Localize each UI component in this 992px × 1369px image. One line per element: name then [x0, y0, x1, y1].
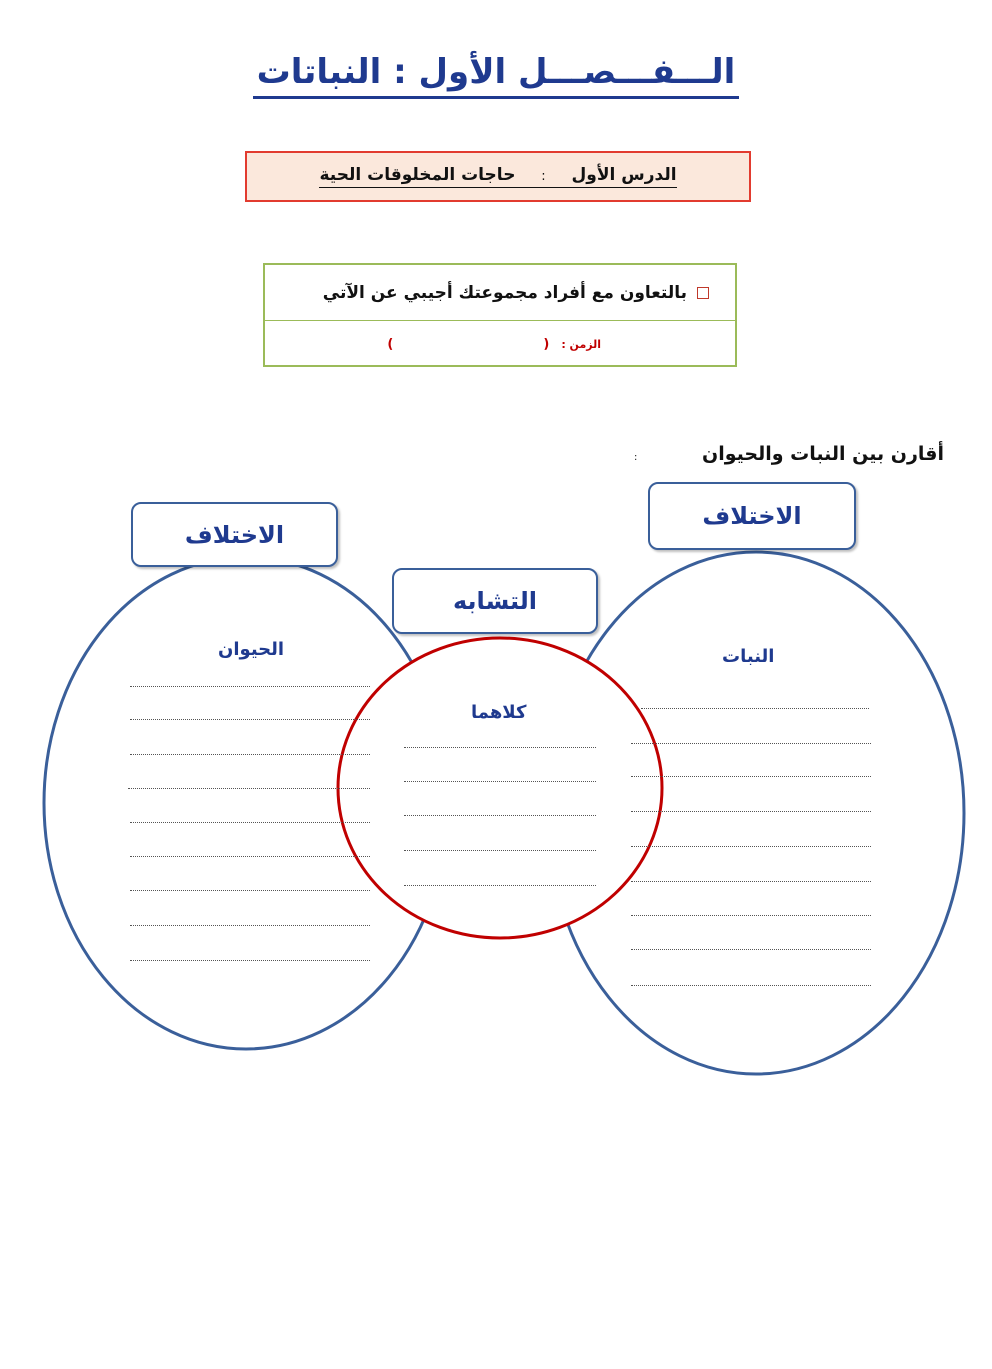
- plant-answer-line[interactable]: [631, 846, 871, 847]
- plant-answer-line[interactable]: [631, 985, 871, 986]
- animal-answer-line[interactable]: [130, 719, 370, 720]
- comparison-prompt: أقارن بين النبات والحيوان: [701, 443, 944, 465]
- comparison-colon: :: [634, 452, 638, 463]
- plant-answer-line[interactable]: [631, 811, 871, 812]
- both-answer-line[interactable]: [404, 815, 596, 816]
- lesson-separator: :: [541, 169, 546, 184]
- plant-heading: النبات: [722, 646, 775, 667]
- lesson-label: الدرس الأول: [571, 165, 677, 185]
- time-close-paren: ): [387, 336, 394, 352]
- animal-answer-line[interactable]: [130, 822, 370, 823]
- plant-answer-line[interactable]: [631, 915, 871, 916]
- both-answer-line[interactable]: [404, 850, 596, 851]
- middle-similarity-box: التشابه: [392, 568, 598, 634]
- animal-answer-line[interactable]: [130, 754, 370, 755]
- plant-answer-line[interactable]: [641, 708, 869, 709]
- left-difference-box: الاختلاف: [131, 502, 338, 567]
- animal-heading: الحيوان: [218, 639, 285, 660]
- animal-answer-line[interactable]: [130, 925, 370, 926]
- lesson-topic: حاجات المخلوقات الحية: [319, 165, 516, 185]
- plant-answer-line[interactable]: [631, 776, 871, 777]
- both-answer-line[interactable]: [404, 747, 596, 748]
- both-answer-line[interactable]: [404, 781, 596, 782]
- chapter-title: الـــفـــصـــل الأول : النباتات: [253, 52, 740, 99]
- plant-answer-line[interactable]: [631, 881, 871, 882]
- both-heading: كلاهما: [471, 702, 527, 723]
- animal-answer-line[interactable]: [130, 856, 370, 857]
- animal-answer-line[interactable]: [130, 686, 370, 687]
- animal-answer-line[interactable]: [130, 890, 370, 891]
- animal-answer-line[interactable]: [128, 788, 370, 789]
- time-open-paren: (: [543, 336, 550, 352]
- right-difference-box: الاختلاف: [648, 482, 856, 550]
- both-circle: [338, 638, 662, 938]
- plant-answer-line[interactable]: [631, 949, 871, 950]
- task-instruction: بالتعاون مع أفراد مجموعتك أجيبي عن الآتي: [322, 282, 687, 303]
- time-label: الزمن :: [561, 337, 601, 351]
- both-answer-line[interactable]: [404, 885, 596, 886]
- animal-answer-line[interactable]: [130, 960, 370, 961]
- plant-answer-line[interactable]: [631, 743, 871, 744]
